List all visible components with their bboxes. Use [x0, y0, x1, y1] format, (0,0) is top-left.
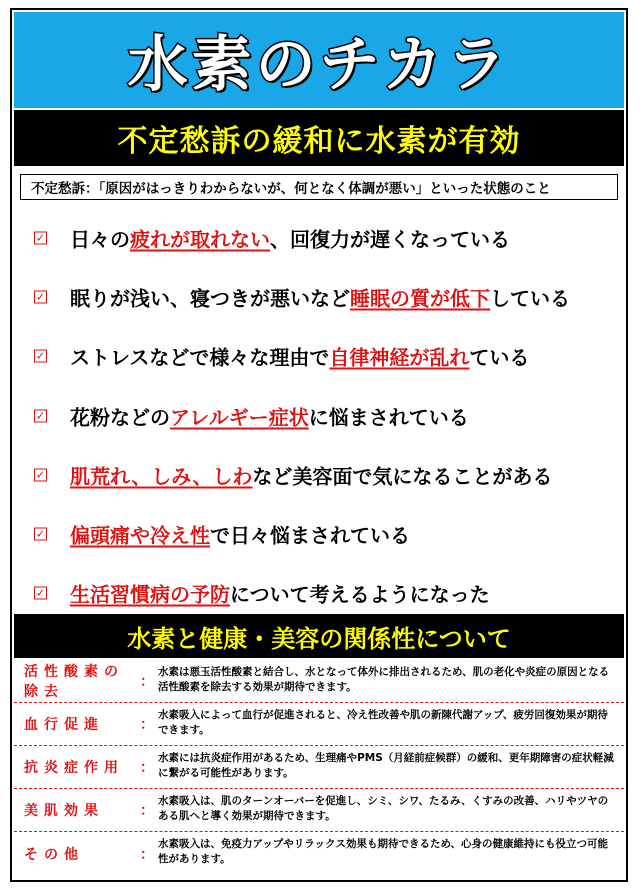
title-banner — [14, 12, 624, 108]
relation-label: 美肌効果 ： — [24, 803, 154, 819]
relation-description: 水素吸入によって血行が促進されると、冷え性改善や肌の新陳代謝アップ、疲労回復効果が期待できます。 — [158, 709, 608, 736]
checklist-item — [12, 267, 626, 326]
relation-description: 水素には抗炎症作用があるため、生理痛やPMS（月経前症候群）の緩和、更年期障害の症状軽減に繋がる可能性があります。 — [158, 752, 614, 779]
relation-row — [14, 789, 624, 832]
checkbox-checked-icon: ✓ — [35, 349, 46, 363]
checklist-text: 生活習慣病の予防について考えるようになった — [70, 582, 490, 607]
checklist-item — [12, 504, 626, 563]
checklist-text: 眠りが浅い、寝つきが悪いなど睡眠の質が低下している — [70, 286, 570, 311]
page-title: 水素のチカラ — [127, 30, 511, 100]
checkbox-checked-icon: ✓ — [35, 409, 46, 423]
relation-description: 水素は悪玉活性酸素と結合し、水となって体外に排出されるため、肌の老化や炎症の原因となる活性酸素を除去する効果が期待できます。 — [158, 666, 610, 693]
relation-description: 水素吸入は、免疫力アップやリラックス効果も期待できるため、心身の健康維持にも役立つ可能性があります。 — [158, 838, 609, 865]
checklist-item — [12, 386, 626, 445]
relation-row — [14, 746, 624, 789]
checkbox-checked-icon: ✓ — [35, 231, 46, 245]
checkbox-checked-icon: ✓ — [35, 586, 46, 600]
checklist-text: 偏頭痛や冷え性で日々悩まされている — [70, 523, 410, 548]
relation-row — [14, 660, 624, 703]
definition-text: 不定愁訴：「原因がはっきりわからないが、何となく体調が悪い」といった状態のこと — [31, 181, 551, 197]
relation-row — [14, 703, 624, 746]
checkbox-checked-icon: ✓ — [35, 468, 46, 482]
relation-row — [14, 832, 624, 875]
checklist-item — [12, 445, 626, 504]
relation-table — [14, 660, 624, 875]
poster-frame — [10, 8, 628, 882]
checklist-item — [12, 208, 626, 267]
checkbox-checked-icon: ✓ — [35, 290, 46, 304]
section-banner — [14, 614, 624, 658]
definition-box — [20, 174, 618, 200]
page-subtitle: 不定愁訴の緩和に水素が有効 — [117, 124, 521, 159]
relation-description: 水素吸入は、肌のターンオーバーを促進し、シミ、シワ、たるみ、くすみの改善、ハリやツヤのある肌へと導く効果が期待できます。 — [158, 795, 609, 822]
checklist-item — [12, 327, 626, 386]
checklist-text: 花粉などのアレルギー症状に悩まされている — [70, 405, 469, 430]
relation-label: 抗炎症作用 ： — [24, 760, 154, 776]
checklist-text: 日々の疲れが取れない、回復力が遅くなっている — [70, 227, 510, 252]
relation-label: その他 ： — [24, 846, 154, 863]
checklist-text: 肌荒れ、しみ、しわなど美容面で気になることがある — [70, 464, 553, 489]
relation-label: 活性酸素の除去 ： — [24, 664, 154, 700]
section-title: 水素と健康・美容の関係性について — [127, 624, 511, 653]
subtitle-banner — [14, 110, 624, 166]
checklist-text: ストレスなどで様々な理由で自律神経が乱れている — [70, 345, 530, 370]
symptom-checklist — [12, 208, 626, 623]
checkbox-checked-icon: ✓ — [35, 527, 46, 541]
relation-label: 血行促進 ： — [24, 717, 154, 733]
